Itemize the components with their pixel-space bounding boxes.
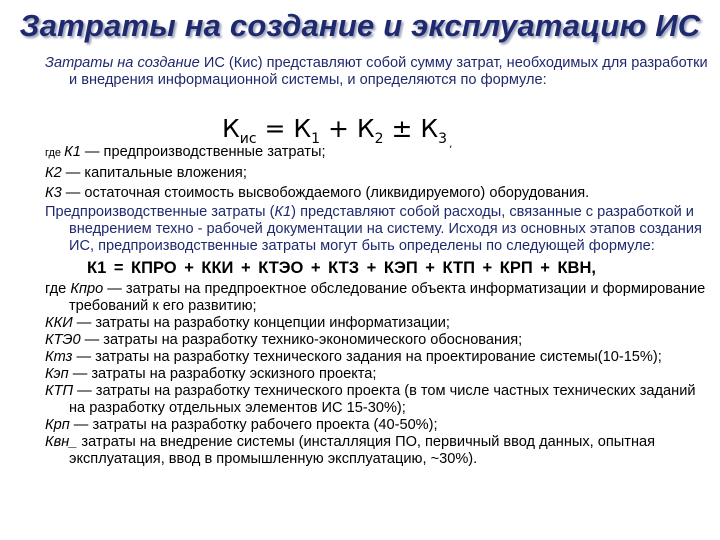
def-kep [45,366,713,383]
def-term: Крп [45,417,70,433]
def-kki [45,315,713,332]
para2-term: К1 [274,204,292,220]
def-pre: где [45,281,71,297]
formula-sub-1: 1 [311,131,321,147]
formula-k1: = К [256,114,312,143]
def-text: — остаточная стоимость высвобождаемого (ликвидируемого) оборудования. [61,185,590,201]
formula-k1-breakdown: К1 = КПРО + ККИ + КТЭО + КТЗ + КЭП + КТП + КРП + КВН, [87,259,596,277]
def-term: ККИ [45,315,73,331]
def-text: затраты на внедрение системы (инсталляция ПО, первичный ввод данных, опытная эксплуатация, ввод в промышленную эксплуатацию, ~30%). [69,434,656,467]
def-k2 [45,165,713,182]
def-term: К3 [45,185,62,201]
def-term: Кпро [70,281,104,297]
formula-lhs-sub: ис [239,131,257,147]
def-text: — капитальные вложения; [61,165,247,181]
def-term: Ктз [45,349,73,365]
formula-sub-2: 2 [374,131,384,147]
intro-text: ИС (Кис) представляют собой сумму затрат, необходимых для разработки и внедрения информационной системы, и определяются по формуле: [69,55,708,88]
def-kteo [45,332,713,349]
def-text: — затраты на разработку рабочего проекта (40-50%); [69,417,438,433]
slide-body [45,55,713,468]
slide-title: Затраты на создание и эксплуатацию ИС [19,8,701,43]
formula-tail: , [449,139,453,150]
intro-paragraph [45,55,713,89]
preproduction-paragraph [45,204,713,255]
formula-lhs: К [222,114,240,143]
def-term: Квн_ [45,434,78,450]
formula-sub-3: 3 [438,131,448,147]
def-kpro [45,281,713,315]
def-text: — затраты на разработку технического проекта (в том числе частных технических заданий на разработку отдельных элементов ИС 15-30%); [69,383,696,416]
formula-k2: + К [320,114,375,143]
def-term: Кэп [45,366,69,382]
para2-b: ) представляют собой расходы, связанные с разработкой и внедрением техно - рабочей документации на систему. Исходя из основных этапов создания ИС, предпроизводственные затраты могут быть определены по следующей формуле: [69,204,702,254]
def-text: — затраты на разработку технического задания на проектирование системы(10-15%); [72,349,662,365]
def-term: КТЭ0 [45,332,81,348]
def-ktz [45,349,713,366]
def-term: К2 [45,165,62,181]
def-text: — затраты на разработку эскизного проекта; [68,366,377,382]
para2-a: Предпроизводственные затраты ( [45,204,275,220]
formula-k3: ± К [383,114,439,143]
def-kvn [45,434,713,468]
def-text: — предпроизводственные затраты; [80,144,326,160]
def-text: — затраты на предпроектное обследование объекта информатизации и формирование требований к его развитию; [69,281,706,314]
def-krp [45,417,713,434]
def-term: К1 [64,144,81,160]
def-pre: где [45,147,65,159]
def-ktp [45,383,713,417]
intro-term: Затраты на создание [45,55,200,71]
def-text: — затраты на разработку концепции информатизации; [72,315,450,331]
def-term: КТП [45,383,74,399]
def-k1 [45,144,713,162]
def-text: — затраты на разработку технико-экономического обоснования; [80,332,523,348]
def-k3 [45,185,713,202]
